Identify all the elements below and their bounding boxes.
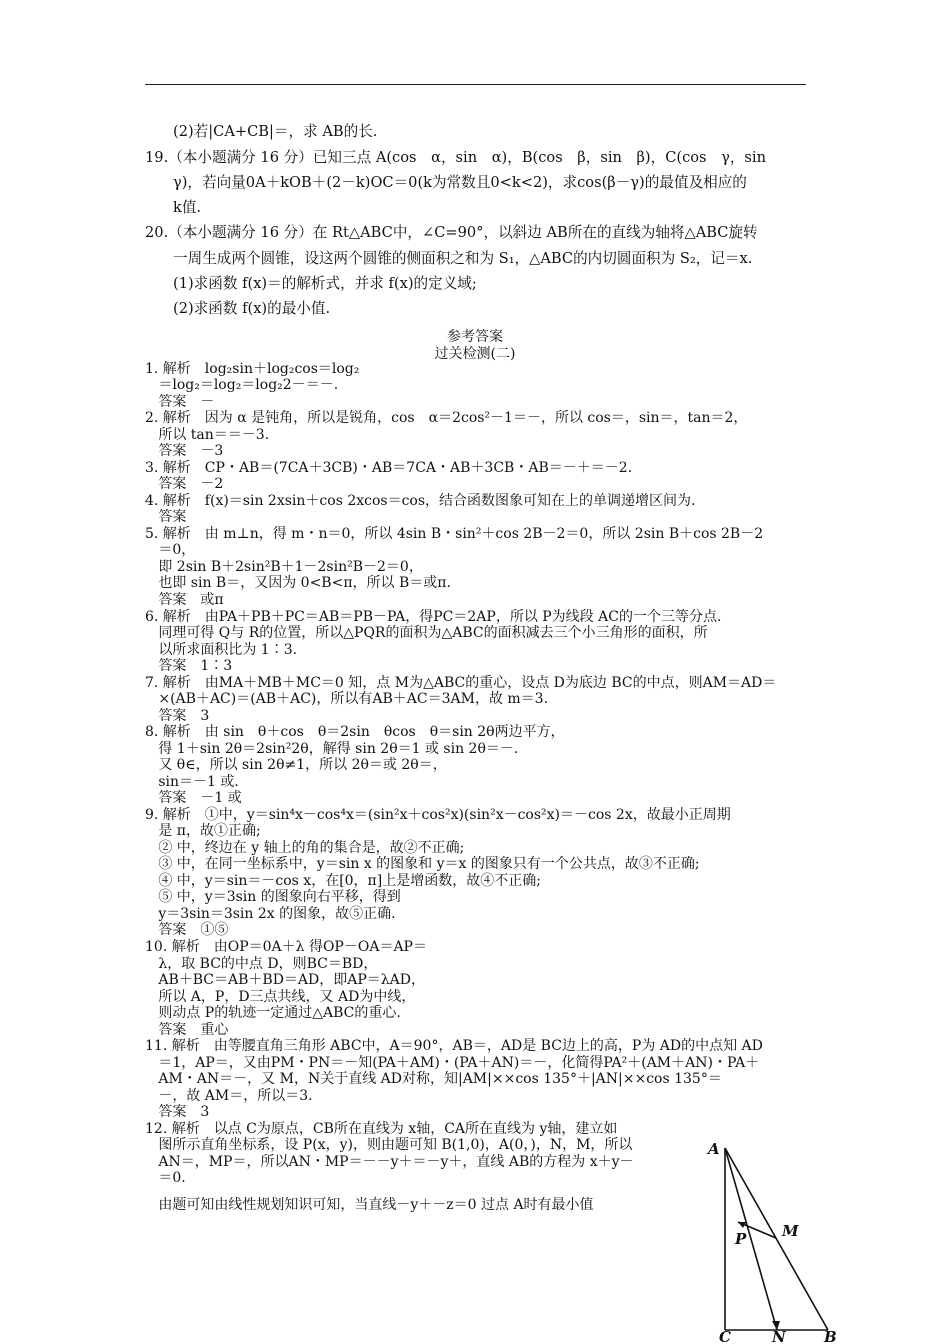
answer-line: 也即 sin B＝，又因为 0<B<π，所以 B＝或π. xyxy=(145,575,451,591)
label-c: C xyxy=(719,1328,731,1344)
problem-line: (2)若|CA+CB|＝，求 AB的长. xyxy=(173,123,378,140)
answer-line: ＝0， xyxy=(145,542,196,558)
answer-line: 答案 重心 xyxy=(145,1022,229,1038)
answer-line: 10. 解析 由OP＝0A＋λ 得OP－OA＝AP＝ xyxy=(145,939,427,955)
label-b: B xyxy=(824,1328,837,1344)
answers-title: 参考答案 xyxy=(447,329,503,345)
answer-line: 则动点 P的轨迹一定通过△ABC的重心. xyxy=(145,1005,401,1021)
problem-line: γ)，若向量0A＋kOB＋(2－k)OC＝0(k为常数且0<k<2)，求cos(β－γ)的最值及相应的 xyxy=(173,174,747,191)
label-p: P xyxy=(735,1230,747,1248)
answer-line: 3. 解析 CP・AB＝(7CA＋3CB)・AB＝7CA・AB＋3CB・AB＝－＋＝－2. xyxy=(145,460,633,476)
answer-line: 即 2sin B＋2sin²B＋1－2sin²B－2＝0， xyxy=(145,559,423,575)
answer-line: 答案 3 xyxy=(145,708,210,724)
problem-line: k值. xyxy=(173,199,202,216)
segment-an xyxy=(725,1148,777,1330)
answer-line: AB＋BC＝AB＋BD＝AD，即AP＝λAD， xyxy=(145,972,425,988)
answer-line: 2. 解析 因为 α 是钝角，所以是锐角，cos α＝2cos²－1＝－，所以 cos＝，sin＝，tan＝2， xyxy=(145,410,748,426)
answer-line: 4. 解析 f(x)＝sin 2xsin＋cos 2xcos＝cos，结合函数图象可知在上的单调递增区间为. xyxy=(145,493,696,509)
answer-line: ③ 中，在同一坐标系中，y＝sin x 的图象和 y＝x 的图象只有一个公共点，故③不正确; xyxy=(145,856,700,872)
answer-line: 7. 解析 由MA＋MB＋MC＝0 知，点 M为△ABC的重心，设点 D为底边 BC的中点，则AM＝AD＝ xyxy=(145,675,777,691)
triangle-figure xyxy=(698,1138,848,1344)
answer-line: 由题可知由线性规划知识可知，当直线－y＋－z＝0 过点 A时有最小值 xyxy=(145,1197,594,1213)
answer-line: y＝3sin＝3sin 2x 的图象，故⑤正确. xyxy=(145,906,396,922)
answer-line: 所以 A，P，D三点共线，又 AD为中线， xyxy=(145,989,416,1005)
problem-line: (1)求函数 f(x)＝的解析式，并求 f(x)的定义域; xyxy=(173,275,477,292)
answer-line: 答案 －3 xyxy=(145,443,224,459)
answer-line: 以所求面积比为 1∶3. xyxy=(145,642,298,658)
answer-line: 5. 解析 由 m⊥n，得 m・n＝0，所以 4sin B・sin²＋cos 2B－2＝0，所以 2sin B＋cos 2B－2 xyxy=(145,526,764,542)
problem-line: (2)求函数 f(x)的最小值. xyxy=(173,300,331,317)
problem-line: 19.（本小题满分 16 分）已知三点 A(cos α，sin α)，B(cos β，sin β)，C(cos γ，sin xyxy=(145,149,766,166)
problem-line: 一周生成两个圆锥，设这两个圆锥的侧面积之和为 S₁，△ABC的内切圆面积为 S₂，记＝x. xyxy=(173,250,753,267)
answer-line: ⑤ 中，y＝3sin 的图象向右平移，得到 xyxy=(145,889,401,905)
answer-line: 答案 xyxy=(145,509,187,525)
answer-line: ② 中，终边在 y 轴上的角的集合是，故②不正确; xyxy=(145,840,465,856)
problem-line: 20.（本小题满分 16 分）在 Rt△ABC中，∠C=90°，以斜边 AB所在的直线为轴将△ABC旋转 xyxy=(145,224,758,241)
label-a: A xyxy=(708,1140,720,1158)
answer-line: ④ 中，y＝sin＝－cos x，在[0，π]上是增函数，故④不正确; xyxy=(145,873,541,889)
answer-line: 是 π，故①正确; xyxy=(145,823,261,839)
answer-line: 6. 解析 由PA＋PB＋PC＝AB＝PB－PA，得PC＝2AP，所以 P为线段 AC的一个三等分点. xyxy=(145,609,722,625)
answer-line: 又 θ∈，所以 sin 2θ≠1，所以 2θ＝或 2θ＝， xyxy=(145,757,447,773)
answer-line: 答案 ①⑤ xyxy=(145,922,229,938)
answer-line: 8. 解析 由 sin θ＋cos θ＝2sin θcos θ＝sin 2θ两边平方， xyxy=(145,724,565,740)
answer-line: 所以 tan＝＝－3. xyxy=(145,427,270,443)
answer-line: AN＝，MP＝，所以AN・MP＝－－y＋＝－y＋，直线 AB的方程为 x＋y－ xyxy=(145,1154,634,1170)
header-rule xyxy=(145,84,806,85)
answer-line: ＝1，AP＝，又由PM・PN＝－知(PA＋AM)・(PA＋AN)＝－，化简得PA²＋(AM＋AN)・PA＋ xyxy=(145,1055,760,1071)
answer-line: 11. 解析 由等腰直角三角形 ABC中，A＝90°，AB＝，AD是 BC边上的高，P为 AD的中点知 AD xyxy=(145,1038,763,1054)
answer-line: ＝log₂＝log₂＝log₂2－＝－. xyxy=(145,377,339,393)
answer-line: 答案 －1 或 xyxy=(145,790,242,806)
answer-line: 答案 或π xyxy=(145,592,224,608)
answer-line: 9. 解析 ①中，y＝sin⁴x－cos⁴x＝(sin²x＋cos²x)(sin²x－cos²x)＝－cos 2x，故最小正周期 xyxy=(145,807,731,823)
answer-line: 图所示直角坐标系，设 P(x，y)，则由题可知 B(1,0)，A(0，)，N，M，所以 xyxy=(145,1137,633,1153)
answer-line: －，故 AM＝，所以＝3. xyxy=(145,1088,313,1104)
answer-line: AM・AN＝－，又 M，N关于直线 AD对称，知|AM|××cos 135°＋|AN|××cos 135°＝ xyxy=(145,1071,722,1087)
answer-line: ＝0. xyxy=(145,1170,186,1186)
answer-line: ×(AB＋AC)＝(AB＋AC)，所以有AB＋AC＝3AM，故 m＝3. xyxy=(145,691,549,707)
label-m: M xyxy=(782,1222,799,1240)
answer-line: 12. 解析 以点 C为原点，CB所在直线为 x轴，CA所在直线为 y轴，建立如 xyxy=(145,1121,618,1137)
answer-line: 答案 1∶3 xyxy=(145,658,233,674)
answer-line: 答案 －2 xyxy=(145,476,224,492)
answer-line: λ，取 BC的中点 D，则BC＝BD， xyxy=(145,956,378,972)
answer-line: 1. 解析 log₂sin＋log₂cos＝log₂ xyxy=(145,361,360,377)
label-n: N xyxy=(772,1328,786,1344)
answer-line: 答案 3 xyxy=(145,1104,210,1120)
answer-line: 同理可得 Q与 R的位置，所以△PQR的面积为△ABC的面积减去三个小三角形的面积，所 xyxy=(145,625,708,641)
answers-subtitle: 过关检测(二) xyxy=(434,346,516,362)
answer-line: 答案 － xyxy=(145,394,215,410)
answer-line: 得 1＋sin 2θ＝2sin²2θ，解得 sin 2θ＝1 或 sin 2θ＝－. xyxy=(145,741,519,757)
answer-line: sin＝－1 或. xyxy=(145,774,239,790)
